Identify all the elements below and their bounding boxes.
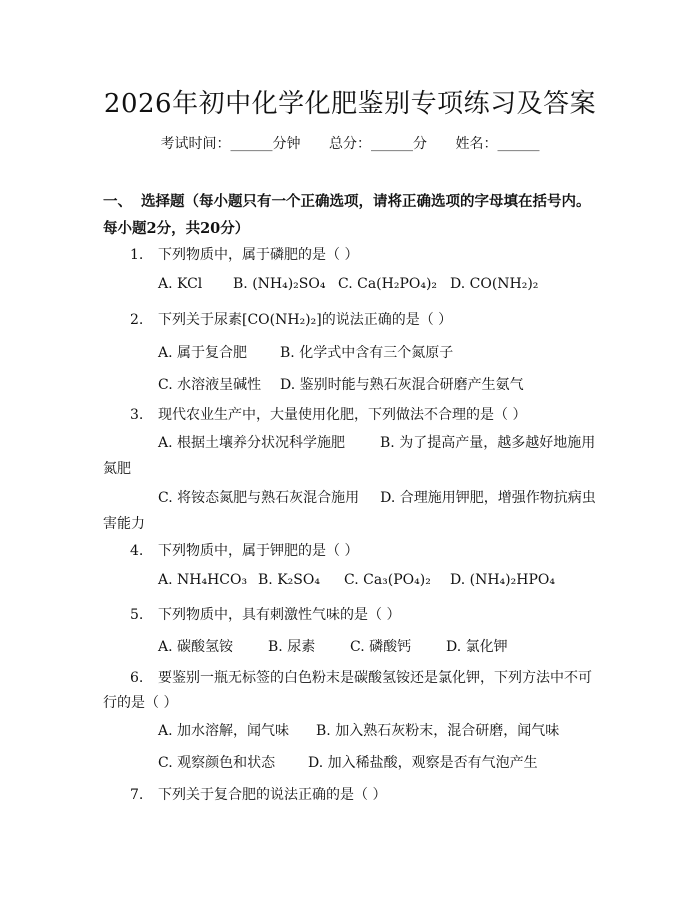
- question-stem: 要鉴别一瓶无标签的白色粉末是碳酸氢铵还是氯化钾，下列方法中不可行的是（ ）: [103, 670, 592, 711]
- question-number: 7.: [130, 787, 144, 803]
- question-number: 3.: [130, 407, 144, 423]
- question-3-options-row1: [103, 430, 603, 482]
- question-3: [130, 404, 526, 424]
- option-d: D. 鉴别时能与熟石灰混合研磨产生氨气: [280, 377, 524, 393]
- question-1: [130, 244, 358, 264]
- option-c: C. Ca₃(PO₄)₂: [344, 572, 431, 588]
- section-heading: [103, 188, 603, 242]
- option-a: A. 根据土壤养分状况科学施肥: [158, 435, 346, 451]
- option-c: C. 将铵态氮肥与熟石灰混合施用: [158, 490, 360, 506]
- option-d: D. CO(NH₂)₂: [450, 276, 539, 292]
- question-stem: 现代农业生产中，大量使用化肥，下列做法不合理的是（ ）: [158, 407, 527, 423]
- option-c: C. 磷酸钙: [350, 639, 412, 655]
- option-b: B. (NH₄)₂SO₄: [233, 276, 326, 292]
- question-number: 2.: [130, 312, 144, 328]
- question-5: [130, 604, 400, 624]
- option-b: B. 加入熟石灰粉末，混合研磨，闻气味: [316, 723, 560, 739]
- option-d: D. 氯化钾: [446, 639, 508, 655]
- question-4-options: [158, 572, 555, 588]
- option-d: D. (NH₄)₂HPO₄: [450, 572, 555, 588]
- option-c: C. 观察颜色和状态: [158, 755, 276, 771]
- question-stem: 下列物质中，具有刺激性气味的是（ ）: [158, 607, 401, 623]
- question-6: [103, 666, 603, 716]
- option-b: B. K₂SO₄: [258, 572, 320, 588]
- question-7: [130, 784, 386, 804]
- option-b: B. 为了提高产量，越多越好地施用氮肥: [103, 435, 596, 477]
- total-score-field: 总分：______分: [329, 136, 427, 152]
- option-a: A. 属于复合肥: [158, 345, 248, 361]
- question-stem: 下列关于复合肥的说法正确的是（ ）: [158, 787, 387, 803]
- question-3-options-row2: [103, 485, 603, 537]
- question-1-options: [158, 276, 538, 292]
- option-a: A. NH₄HCO₃: [158, 572, 248, 588]
- question-number: 4.: [130, 543, 144, 559]
- option-a: A. 加水溶解，闻气味: [158, 723, 290, 739]
- option-b: B. 尿素: [268, 639, 316, 655]
- question-6-options-row2: [158, 752, 538, 772]
- question-stem: 下列物质中，属于磷肥的是（ ）: [158, 247, 359, 263]
- section-instructions: 选择题（每小题只有一个正确选项，请将正确选项的字母填在括号内。每小题2分，共20分）: [103, 193, 591, 237]
- student-name-field: 姓名：______: [455, 136, 540, 152]
- question-number: 5.: [130, 607, 144, 623]
- question-2-options-row2: [158, 374, 524, 394]
- question-2: [130, 309, 452, 329]
- question-number: 6.: [130, 670, 144, 686]
- question-stem: 下列物质中，属于钾肥的是（ ）: [158, 543, 359, 559]
- option-a: A. 碳酸氢铵: [158, 639, 234, 655]
- option-b: B. 化学式中含有三个氮原子: [280, 345, 454, 361]
- option-a: A. KCl: [158, 276, 203, 292]
- option-c: C. 水溶液呈碱性: [158, 377, 262, 393]
- exam-info-line: [0, 133, 700, 153]
- page-title: 2026年初中化学化肥鉴别专项练习及答案: [103, 89, 597, 119]
- question-number: 1.: [130, 247, 144, 263]
- exam-time-field: 考试时间：______分钟: [160, 136, 301, 152]
- section-number: 一、: [103, 193, 132, 210]
- option-c: C. Ca(H₂PO₄)₂: [338, 276, 438, 292]
- question-5-options: [158, 636, 508, 656]
- question-6-options-row1: [158, 720, 559, 740]
- question-stem: 下列关于尿素[CO(NH₂)₂]的说法正确的是（ ）: [158, 312, 453, 328]
- option-d: D. 加入稀盐酸，观察是否有气泡产生: [308, 755, 538, 771]
- question-2-options-row1: [158, 342, 453, 362]
- question-4: [130, 540, 358, 560]
- option-d: D. 合理施用钾肥，增强作物抗病虫害能力: [103, 490, 596, 532]
